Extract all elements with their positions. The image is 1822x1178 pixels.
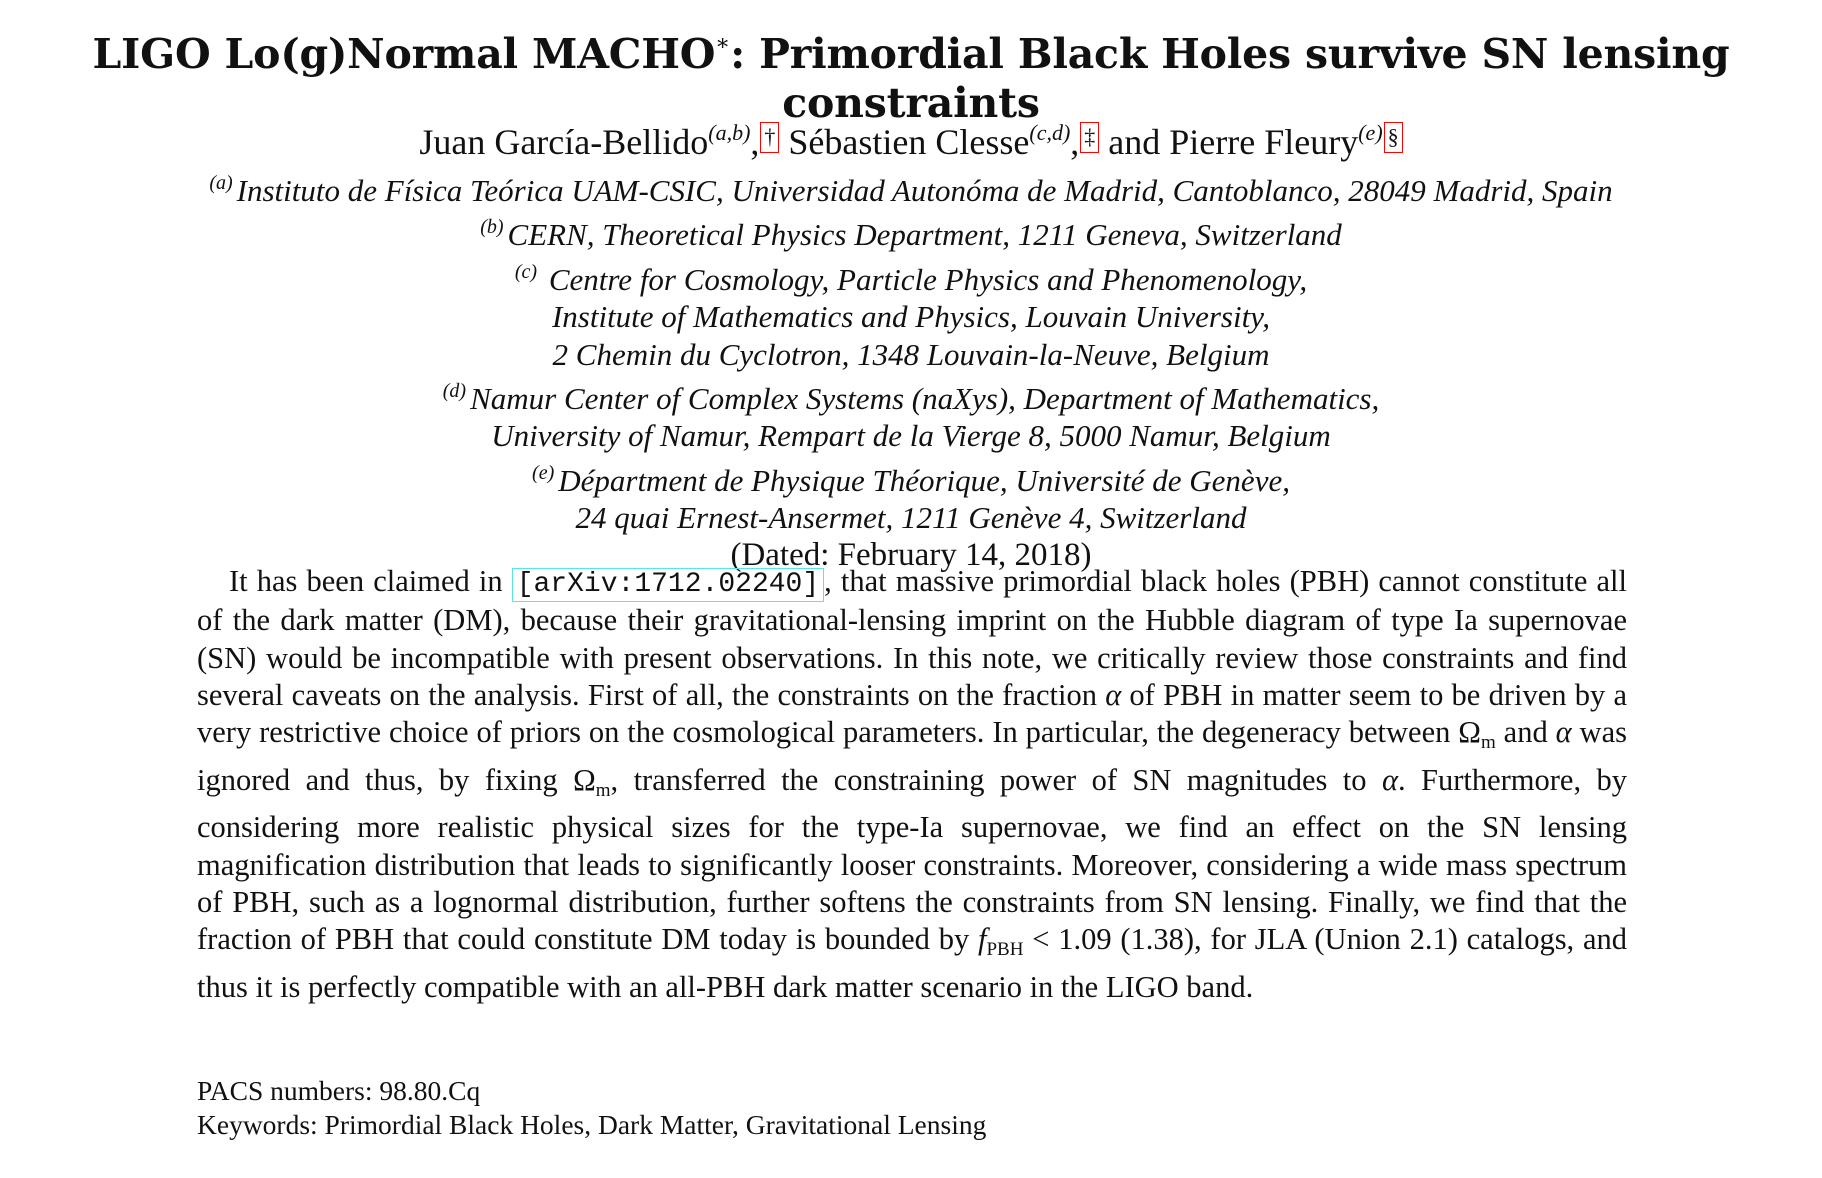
- affiliation-label: (c): [514, 260, 538, 283]
- affiliation-line: 24 quai Ernest-Ansermet, 1211 Genève 4, Switzerland: [575, 500, 1247, 536]
- f-pbh-symbol: f: [977, 922, 987, 957]
- affiliation-text: Centre for Cosmology, Particle Physics and Phenomenology,: [548, 261, 1308, 297]
- author-affil-marker: (a,b): [708, 120, 751, 145]
- author-list: Juan García-Bellido$^{(a,b)}$, † Sébastien Clesse$^{(c,d)}$, ‡ and Pierre Fleury$^{(e)}$ §: [0, 120, 1822, 164]
- paper-title: [0, 30, 1822, 128]
- affiliation-text: Départment de Physique Théorique, Université de Genève,: [558, 462, 1290, 498]
- affiliation-line: [0, 373, 1822, 417]
- footnote-link[interactable]: §: [1384, 122, 1403, 153]
- affiliation-text: Instituto de Física Teórica UAM-CSIC, Universidad Autonóma de Madrid, Cantoblanco, 28049 Madrid, Spain: [236, 173, 1613, 208]
- alpha-symbol: α: [1381, 762, 1398, 797]
- affiliation-label: (e): [532, 461, 555, 484]
- pacs-numbers: PACS numbers: 98.80.Cq: [197, 1075, 481, 1106]
- affiliation-line: Institute of Mathematics and Physics, Louvain University,: [551, 299, 1271, 335]
- author-affil-marker: (c,d): [1029, 120, 1071, 145]
- abstract-text: and: [1495, 715, 1556, 750]
- affiliation-line: 2 Chemin du Cyclotron, 1348 Louvain-la-Neuve, Belgium: [552, 336, 1270, 372]
- f-pbh-subscript: PBH: [986, 939, 1024, 961]
- title-footnote-star: ∗: [715, 31, 731, 56]
- abstract-text: , that massive primordial black holes (PBH) cannot constitute all of the dark matter (DM), because their gravitational-lensing imprint on the Hubble diagram of type Ia supernovae (SN) would be incompatible with present observations. In this note, we critically review those constraints and find several caveats on the analysis. First of all, the constraints on the fraction: [197, 564, 1627, 712]
- title-rest: : Primordial Black Holes survive SN lensing constraints: [730, 30, 1730, 128]
- alpha-symbol: α: [1555, 715, 1572, 750]
- affiliation-label: (a): [209, 172, 233, 194]
- affiliation-line: [0, 254, 1822, 298]
- abstract-text: of PBH in matter seem to be driven by a very restrictive choice of priors on the cosmological parameters. In particular, the degeneracy between: [197, 678, 1627, 750]
- omega-subscript: m: [595, 779, 611, 801]
- alpha-symbol: α: [1105, 678, 1122, 712]
- affiliation-text: Namur Center of Complex Systems (naXys), Department of Mathematics,: [470, 381, 1380, 417]
- keywords: Keywords: Primordial Black Holes, Dark Matter, Gravitational Lensing: [197, 1109, 987, 1140]
- affiliation-line: [0, 209, 1822, 253]
- omega-symbol: Ω: [1458, 715, 1481, 750]
- affiliation-label: (b): [480, 216, 504, 239]
- abstract-text: was ignored and thus, by fixing: [197, 715, 1627, 797]
- abstract-text: < 1.09 (1.38), for JLA (Union 2.1) catalogs, and thus it is perfectly compatible with an all-PBH dark matter scenario in the LIGO band.: [197, 922, 1627, 1004]
- author-name: Sébastien Clesse: [788, 122, 1030, 162]
- abstract-text: , transferred the constraining power of SN magnitudes to: [610, 762, 1382, 797]
- footnote-link[interactable]: ‡: [1080, 122, 1099, 153]
- abstract-text: It has been claimed in: [229, 564, 512, 598]
- affiliation-text: CERN, Theoretical Physics Department, 1211 Geneva, Switzerland: [507, 217, 1342, 253]
- affiliation-line: University of Namur, Rempart de la Vierge 8, 5000 Namur, Belgium: [491, 418, 1331, 454]
- affiliation-line: [0, 455, 1822, 499]
- arxiv-citation-link[interactable]: [arXiv:1712.02240]: [512, 568, 824, 602]
- footnote-link[interactable]: †: [760, 122, 779, 153]
- title-main: LIGO Lo(g)Normal MACHO: [92, 30, 716, 78]
- pacs-keywords-block: [197, 1074, 986, 1142]
- affiliation-label: (d): [442, 380, 467, 403]
- omega-subscript: m: [1480, 732, 1496, 754]
- author-name: Pierre Fleury: [1169, 122, 1359, 162]
- affiliation-line: [0, 165, 1822, 209]
- omega-symbol: Ω: [573, 762, 596, 797]
- author-affil-marker: (e): [1358, 120, 1383, 145]
- affiliations-block: [0, 165, 1822, 574]
- dated-line: (Dated: February 14, 2018): [730, 536, 1092, 573]
- abstract: [197, 563, 1627, 1006]
- abstract-text: . Furthermore, by considering more realistic physical sizes for the type-Ia supernovae, we find an effect on the SN lensing magnification distribution that leads to significantly looser constraints. Moreover, considering a wide mass spectrum of PBH, such as a lognormal distribution, further softens the constraints from SN lensing. Finally, we find that the fraction of PBH that could constitute DM today is bounded by: [197, 762, 1627, 957]
- author-name: Juan García-Bellido: [419, 122, 709, 162]
